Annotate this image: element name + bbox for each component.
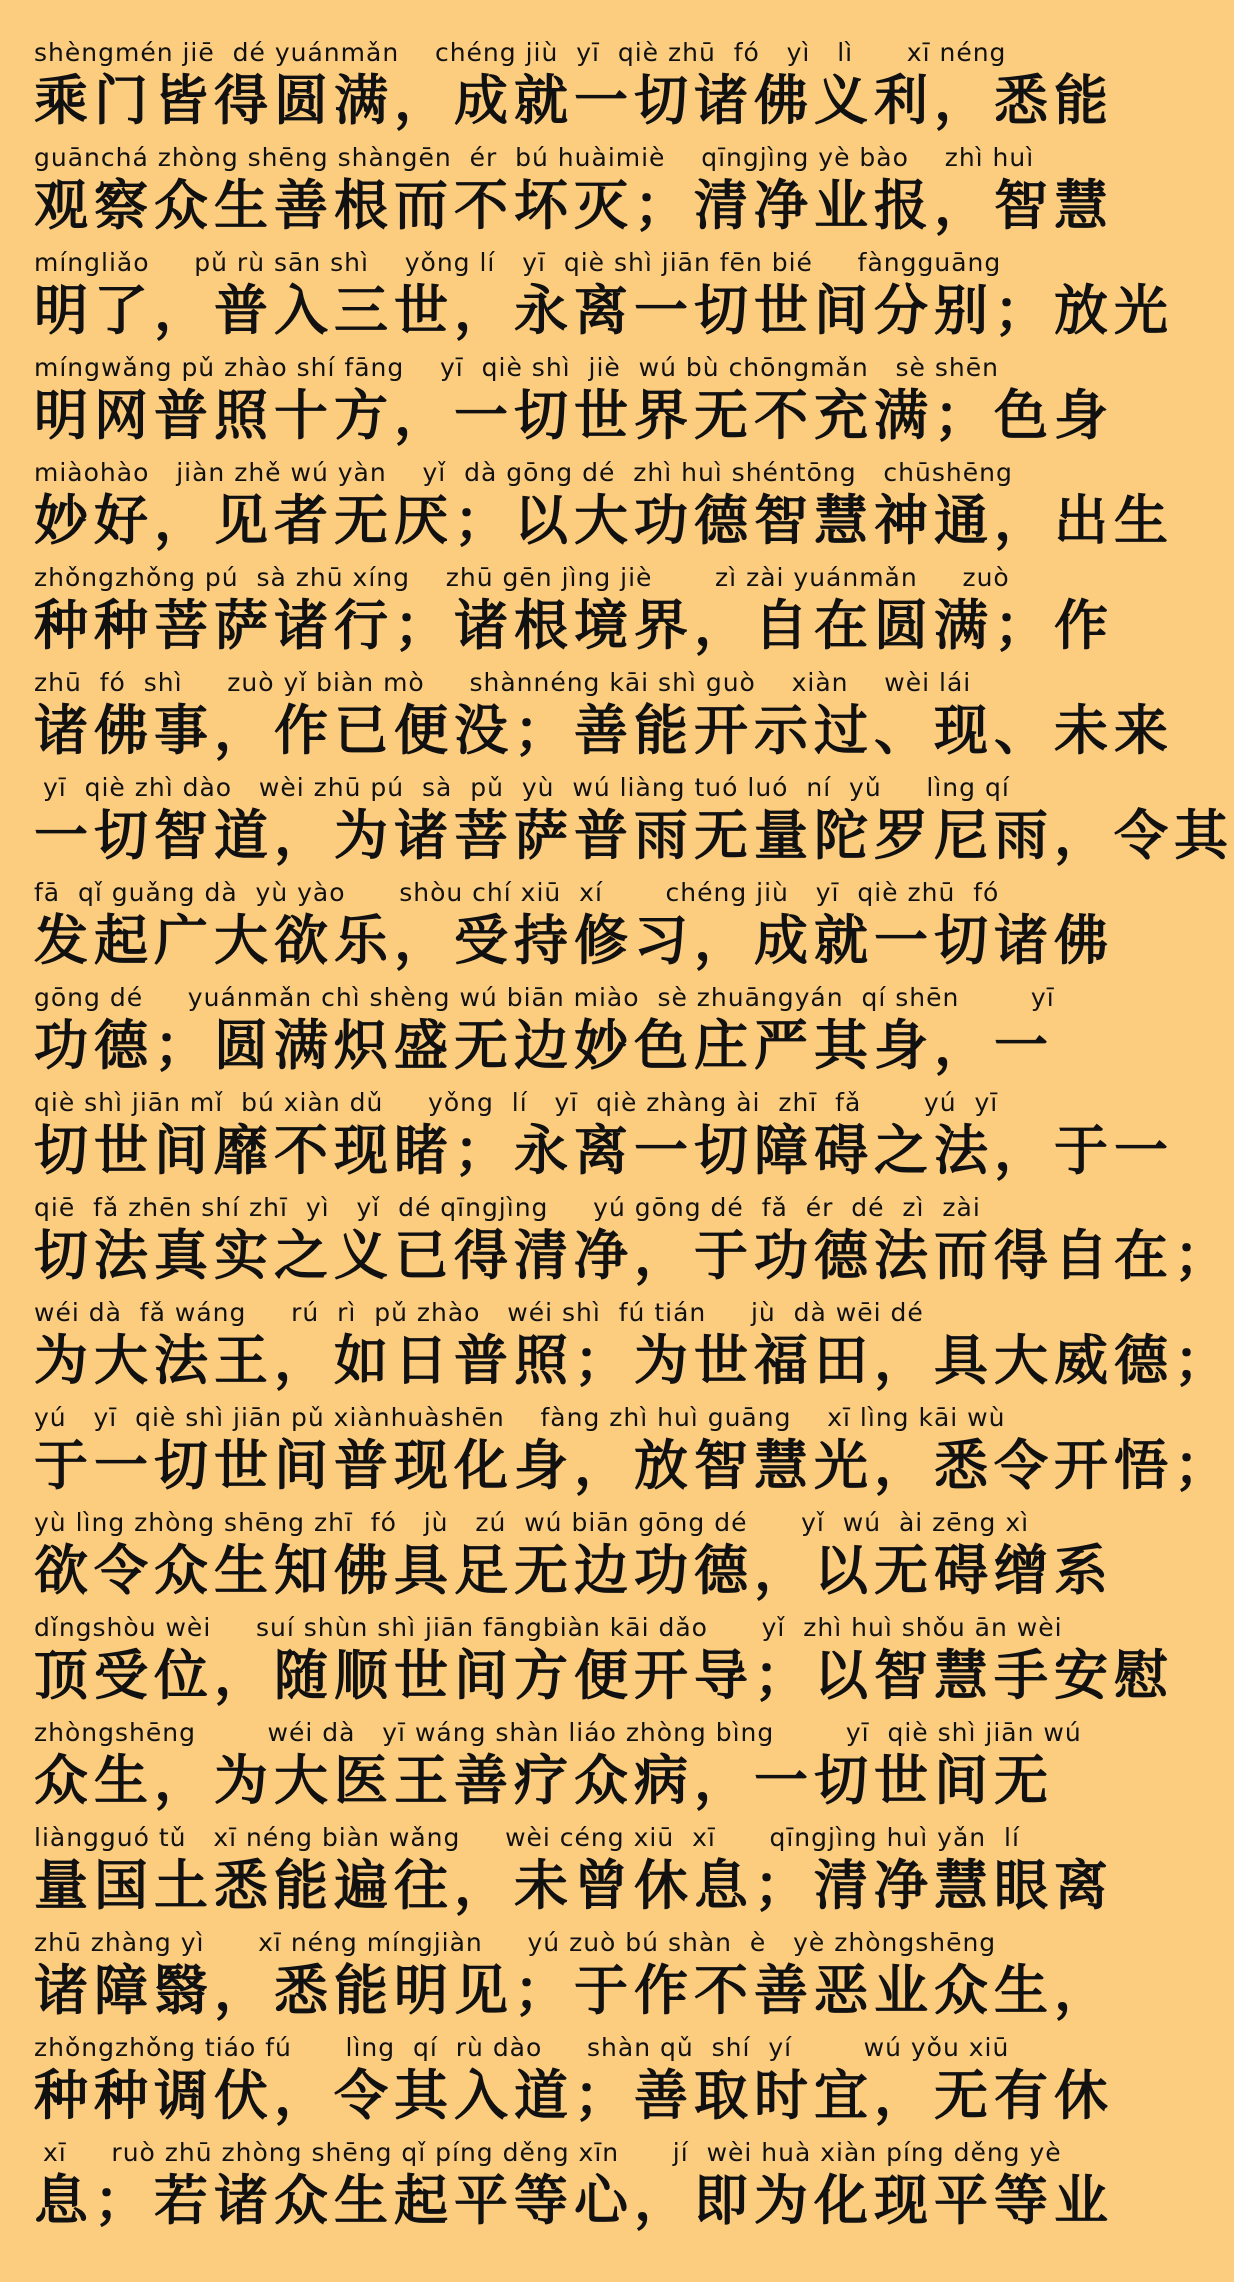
chinese-text: 欲 令 众 生 知 佛 具 足 无 边 功 德 ， 以 无 碍 缯 系: [34, 1539, 1114, 1602]
chinese-text: 切 世 间 靡 不 现 睹 ； 永 离 一 切 障 碍 之 法 ， 于 一: [34, 1119, 1174, 1182]
chinese-text: 种 种 调 伏 ， 令 其 入 道 ； 善 取 时 宜 ， 无 有 休: [34, 2064, 1114, 2127]
text-line: [34, 458, 1174, 563]
pinyin-annotation: xī ruò zhū zhòng shēng qǐ píng děng xīn jí wèi huà xiàn píng děng yè: [34, 2138, 1062, 2167]
chinese-text: 发 起 广 大 欲 乐 ， 受 持 修 习 ， 成 就 一 切 诸 佛: [34, 909, 1114, 972]
pinyin-annotation: zhū fó shì zuò yǐ biàn mò shànnéng kāi shì guò xiàn wèi lái: [34, 668, 972, 697]
text-line: [34, 353, 1114, 458]
chinese-text: 息 ； 若 诸 众 生 起 平 等 心 ， 即 为 化 现 平 等 业: [34, 2169, 1114, 2232]
chinese-text: 诸 佛 事 ， 作 已 便 没 ； 善 能 开 示 过 、 现 、 未 来: [34, 699, 1174, 762]
text-line: [34, 983, 1055, 1088]
text-line: [34, 1508, 1114, 1613]
text-line: [34, 1298, 1234, 1403]
text-line: [34, 2138, 1114, 2243]
pinyin-annotation: yī qiè zhì dào wèi zhū pú sà pǔ yù wú liàng tuó luó ní yǔ lìng qí: [34, 773, 1010, 802]
pinyin-annotation: zhòngshēng wéi dà yī wáng shàn liáo zhòng bìng yī qiè shì jiān wú: [34, 1718, 1082, 1747]
text-line: [34, 1823, 1114, 1928]
chinese-text: 明 网 普 照 十 方 ， 一 切 世 界 无 不 充 满 ； 色 身: [34, 384, 1114, 447]
pinyin-annotation: zhǒngzhǒng pú sà zhū xíng zhū gēn jìng jiè zì zài yuánmǎn zuò: [34, 563, 1010, 592]
chinese-text: 明 了 ， 普 入 三 世 ， 永 离 一 切 世 间 分 别 ； 放 光: [34, 279, 1174, 342]
chinese-text: 众 生 ， 为 大 医 王 善 疗 众 病 ， 一 切 世 间 无: [34, 1749, 1054, 1812]
chinese-text: 妙 好 ， 见 者 无 厌 ； 以 大 功 德 智 慧 神 通 ， 出 生: [34, 489, 1174, 552]
text-line: [34, 38, 1114, 143]
text-line: [34, 1613, 1174, 1718]
chinese-text: 乘 门 皆 得 圆 满 ， 成 就 一 切 诸 佛 义 利 ， 悉 能: [34, 69, 1114, 132]
text-line: [34, 1088, 1174, 1193]
text-line: [34, 1928, 1114, 2033]
pinyin-annotation: qiè shì jiān mǐ bú xiàn dǔ yǒng lí yī qiè zhàng ài zhī fǎ yú yī: [34, 1088, 999, 1117]
pinyin-annotation: yù lìng zhòng shēng zhī fó jù zú wú biān gōng dé yǐ wú ài zēng xì: [34, 1508, 1030, 1537]
chinese-text: 顶 受 位 ， 随 顺 世 间 方 便 开 导 ； 以 智 慧 手 安 慰: [34, 1644, 1174, 1707]
text-line: [34, 2033, 1114, 2138]
text-line: [34, 1718, 1082, 1823]
pinyin-annotation: liàngguó tǔ xī néng biàn wǎng wèi céng xiū xī qīngjìng huì yǎn lí: [34, 1823, 1020, 1852]
pinyin-annotation: shèngmén jiē dé yuánmǎn chéng jiù yī qiè zhū fó yì lì xī néng: [34, 38, 1007, 67]
text-line: [34, 143, 1114, 248]
pinyin-annotation: gōng dé yuánmǎn chì shèng wú biān miào sè zhuāngyán qí shēn yī: [34, 983, 1055, 1012]
chinese-text: 为 大 法 王 ， 如 日 普 照 ； 为 世 福 田 ， 具 大 威 德 ；: [34, 1329, 1234, 1392]
pinyin-annotation: zhū zhàng yì xī néng míngjiàn yú zuò bú shàn è yè zhòngshēng: [34, 1928, 997, 1957]
pinyin-annotation: miàohào jiàn zhě wú yàn yǐ dà gōng dé zhì huì shéntōng chūshēng: [34, 458, 1013, 487]
pinyin-annotation: zhǒngzhǒng tiáo fú lìng qí rù dào shàn qǔ shí yí wú yǒu xiū: [34, 2033, 1010, 2062]
chinese-text: 于 一 切 世 间 普 现 化 身 ， 放 智 慧 光 ， 悉 令 开 悟 ；: [34, 1434, 1234, 1497]
pinyin-annotation: míngliǎo pǔ rù sān shì yǒng lí yī qiè shì jiān fēn bié fàngguāng: [34, 248, 1002, 277]
text-line: [34, 248, 1174, 353]
text-line: [34, 878, 1114, 983]
text-line: [34, 1403, 1234, 1508]
pinyin-annotation: míngwǎng pǔ zhào shí fāng yī qiè shì jiè wú bù chōngmǎn sè shēn: [34, 353, 999, 382]
pinyin-annotation: yú yī qiè shì jiān pǔ xiànhuàshēn fàng zhì huì guāng xī lìng kāi wù: [34, 1403, 1006, 1432]
chinese-text: 一 切 智 道 ， 为 诸 菩 萨 普 雨 无 量 陀 罗 尼 雨 ， 令 其: [34, 804, 1234, 867]
chinese-text: 功 德 ； 圆 满 炽 盛 无 边 妙 色 庄 严 其 身 ， 一: [34, 1014, 1054, 1077]
chinese-text: 种 种 菩 萨 诸 行 ； 诸 根 境 界 ， 自 在 圆 满 ； 作: [34, 594, 1114, 657]
pinyin-annotation: wéi dà fǎ wáng rú rì pǔ zhào wéi shì fú tián jù dà wēi dé: [34, 1298, 924, 1327]
pinyin-annotation: fā qǐ guǎng dà yù yào shòu chí xiū xí chéng jiù yī qiè zhū fó: [34, 878, 1000, 907]
text-line: [34, 563, 1114, 668]
chinese-text: 观 察 众 生 善 根 而 不 坏 灭 ； 清 净 业 报 ， 智 慧: [34, 174, 1114, 237]
text-line: [34, 668, 1174, 773]
pinyin-annotation: guānchá zhòng shēng shàngēn ér bú huàimiè qīngjìng yè bào zhì huì: [34, 143, 1035, 172]
chinese-text: 量 国 土 悉 能 遍 往 ， 未 曾 休 息 ； 清 净 慧 眼 离: [34, 1854, 1114, 1917]
pinyin-annotation: dǐngshòu wèi suí shùn shì jiān fāngbiàn kāi dǎo yǐ zhì huì shǒu ān wèi: [34, 1613, 1063, 1642]
text-line: [34, 1193, 1234, 1298]
chinese-text: 诸 障 翳 ， 悉 能 明 见 ； 于 作 不 善 恶 业 众 生 ，: [34, 1959, 1114, 2022]
pinyin-annotation: qiē fǎ zhēn shí zhī yì yǐ dé qīngjìng yú gōng dé fǎ ér dé zì zài: [34, 1193, 981, 1222]
text-line: [34, 773, 1234, 878]
chinese-text: 切 法 真 实 之 义 已 得 清 净 ， 于 功 德 法 而 得 自 在 ；: [34, 1224, 1234, 1287]
